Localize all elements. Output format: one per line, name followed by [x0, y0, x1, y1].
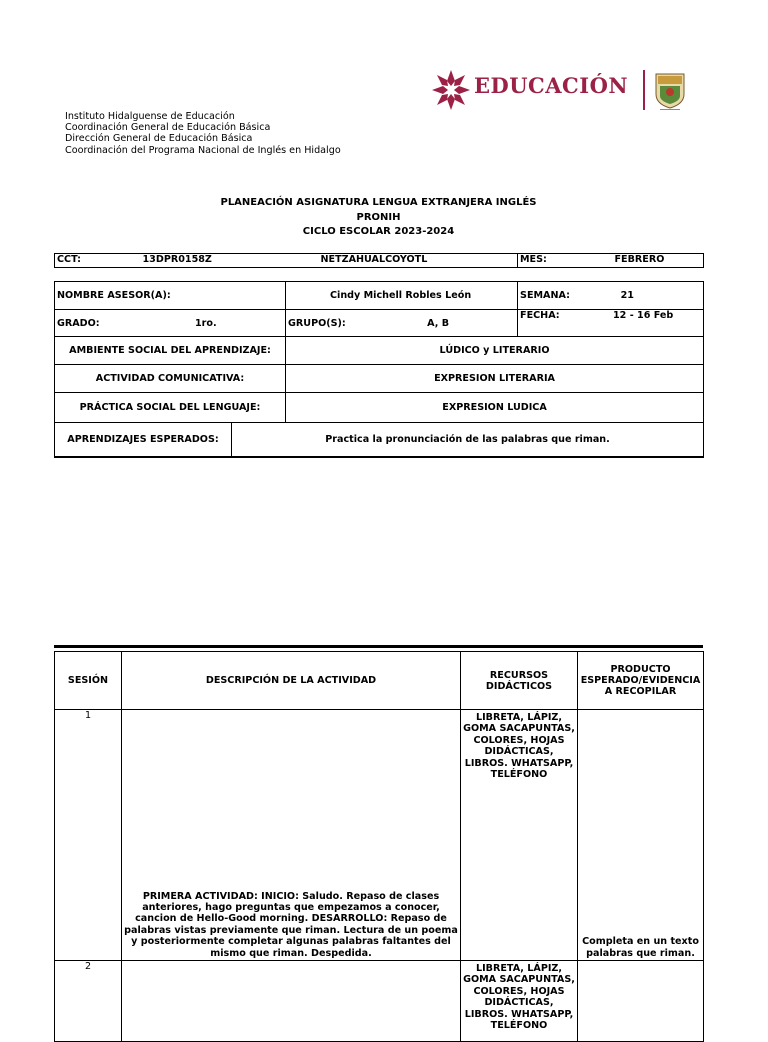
grupo-label: GRUPO(S):: [288, 317, 346, 329]
institution-line: Dirección General de Educación Básica: [65, 133, 253, 145]
logo-divider: [643, 70, 645, 110]
state-seal-icon: [652, 70, 688, 112]
semana-cell: [518, 282, 704, 310]
ambiente-label: AMBIENTE SOCIAL DEL APRENDIZAJE:: [55, 337, 286, 365]
cct-cell: [55, 254, 518, 268]
institution-block: [65, 111, 341, 156]
grado-label: GRADO:: [57, 317, 100, 329]
cct-value: 13DPR0158Z: [142, 254, 212, 265]
session-resources: LIBRETA, LÁPIZ, GOMA SACAPUNTAS, COLORES, HOJAS DIDÁCTICAS, LIBROS. WHATSAPP, TELÉFONO: [461, 961, 578, 1042]
title-line-1: PLANEACIÓN ASIGNATURA LENGUA EXTRANJERA INGLÉS: [220, 197, 537, 208]
session-product: [578, 961, 704, 1042]
cct-label: CCT:: [57, 254, 81, 265]
grado-value: 1ro.: [195, 317, 217, 329]
mes-value: FEBRERO: [614, 254, 665, 265]
cct-table: [54, 253, 704, 268]
sessions-table: [54, 651, 704, 1042]
school-name: NETZAHUALCOYOTL: [320, 254, 428, 265]
institution-line: Coordinación General de Educación Básica: [65, 122, 271, 134]
session-number: 2: [55, 961, 122, 1042]
actividad-value: EXPRESION LITERARIA: [286, 365, 704, 393]
practica-label: PRÁCTICA SOCIAL DEL LENGUAJE:: [55, 393, 286, 423]
fecha-label: FECHA:: [520, 310, 560, 321]
grado-cell: [55, 310, 286, 337]
semana-label: SEMANA:: [520, 290, 570, 301]
grupo-cell: [286, 310, 518, 337]
title-line-2: PRONIH: [356, 211, 401, 223]
aprendizajes-value: Practica la pronunciación de las palabras que riman.: [232, 423, 704, 458]
education-flower-logo-icon: [432, 70, 470, 110]
grupo-value: A, B: [427, 317, 450, 329]
session-description: PRIMERA ACTIVIDAD: INICIO: Saludo. Repaso de clases anteriores, hago preguntas que empezamos a conocer, cancion de Hello-Good morning. DESARROLLO: Repaso de palabras vistas previamente que riman. Lectura de un poema y posteriormente completar algunas palabras faltantes del mismo que riman. Despedida.: [122, 710, 461, 961]
sessions-top-rule: [54, 645, 703, 648]
institution-line: Instituto Hidalguense de Educación: [65, 111, 235, 122]
session-number: 1: [55, 710, 122, 961]
asesor-value: Cindy Michell Robles León: [286, 282, 518, 310]
semana-value: 21: [620, 290, 634, 301]
fecha-value: 12 - 16 Feb: [613, 310, 674, 321]
session-resources: LIBRETA, LÁPIZ, GOMA SACAPUNTAS, COLORES, HOJAS DIDÁCTICAS, LIBROS. WHATSAPP, TELÉFONO: [461, 710, 578, 961]
header-sesion: SESIÓN: [55, 652, 122, 710]
info-table: [54, 281, 704, 458]
education-logo-text: EDUCACIÓN: [474, 73, 629, 98]
fecha-cell: [518, 310, 704, 337]
ambiente-value: LÚDICO y LITERARIO: [286, 337, 704, 365]
asesor-label: NOMBRE ASESOR(A):: [55, 282, 286, 310]
actividad-label: ACTIVIDAD COMUNICATIVA:: [55, 365, 286, 393]
header-descripcion: DESCRIPCIÓN DE LA ACTIVIDAD: [122, 652, 461, 710]
table-row: [55, 710, 704, 961]
title-line-3: CICLO ESCOLAR 2023-2024: [302, 226, 455, 237]
document-title: [54, 196, 703, 240]
aprendizajes-label: APRENDIZAJES ESPERADOS:: [55, 423, 232, 458]
mes-label: MES:: [520, 254, 547, 265]
session-product: Completa en un texto palabras que riman.: [578, 710, 704, 961]
session-description: [122, 961, 461, 1042]
header-recursos: RECURSOS DIDÁCTICOS: [461, 652, 578, 710]
institution-line: Coordinación del Programa Nacional de Inglés en Hidalgo: [65, 144, 341, 156]
table-row: [55, 961, 704, 1042]
mes-cell: [518, 254, 704, 268]
practica-value: EXPRESION LUDICA: [286, 393, 704, 423]
header-producto: PRODUCTO ESPERADO/EVIDENCIA A RECOPILAR: [578, 652, 704, 710]
